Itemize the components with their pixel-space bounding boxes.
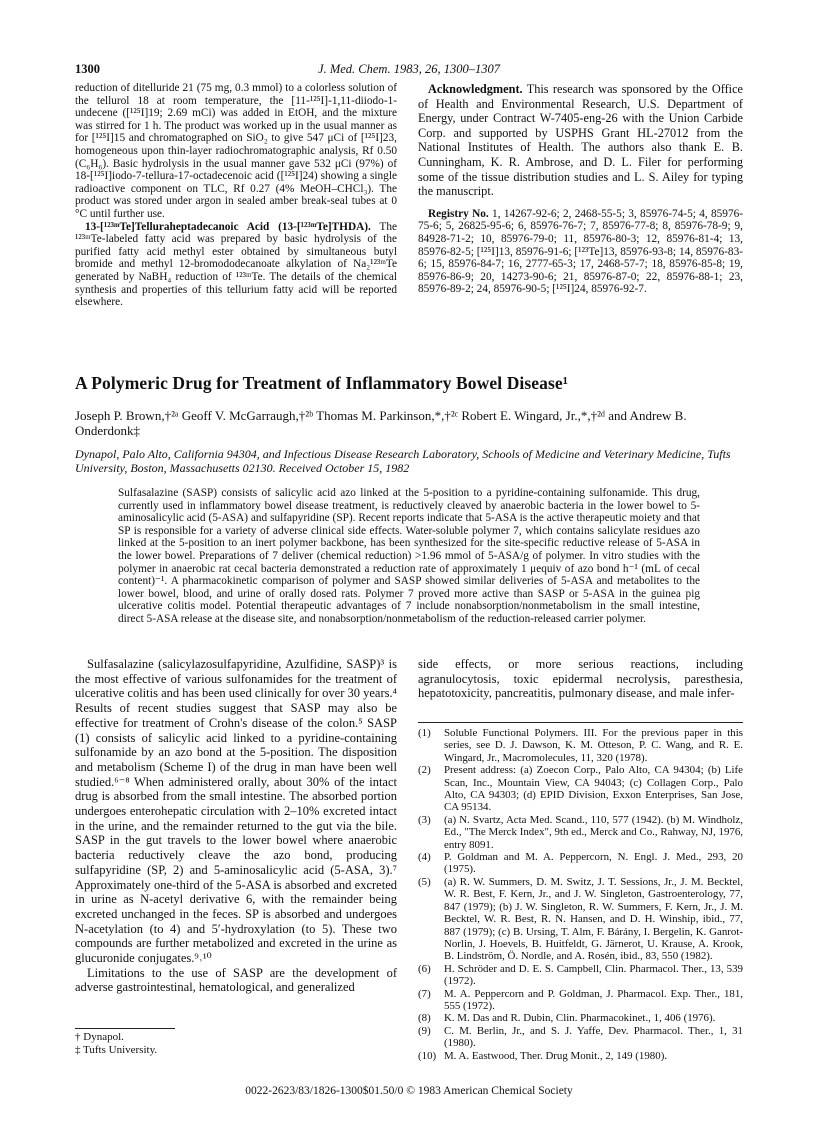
page-number: 1300 <box>75 62 100 76</box>
reference-text: Soluble Functional Polymers. III. For the previous paper in this series, see D. J. Dawson, K. M. Otteson, P. C. Wang, and R. E. Wingard, Jr., Macromolecules, 11, 320 (1978). <box>444 727 743 764</box>
article-title: A Polymeric Drug for Treatment of Inflammatory Bowel Disease¹ <box>75 373 569 393</box>
reference-text: Present address: (a) Zoecon Corp., Palo Alto, CA 94304; (b) Life Scan, Inc., Mountain View, CA 94043; (c) Collagen Corp., Palo Alto, CA 94303; (d) EPID Division, Exxon Enterprises, San Jose, CA 95134. <box>444 764 743 814</box>
reference-number: (9) <box>418 1024 431 1037</box>
paragraph-text: The ¹²³ᵐTe-labeled fatty acid was prepared by basic hydrolysis of the purified fatty acid methyl ester obtained by simultaneous butyl bromide and methyl 12-bromododecanoate alkylation of Na₂¹²³ᵐTe generated by NaBH₄ reduction of ¹²³ᵐTe. The details of the chemical synthesis and properties of this tellurium fatty acid will be reported elsewhere. <box>75 220 397 309</box>
acknowledgment-heading: Acknowledgment. <box>428 82 523 96</box>
reference-number: (1) <box>418 727 431 739</box>
footnote: † Dynapol. <box>75 1031 124 1043</box>
reference-number: (3) <box>418 813 431 826</box>
reference-number: (6) <box>418 962 431 975</box>
reference-divider <box>418 722 743 723</box>
reference-number: (2) <box>418 764 431 777</box>
reference-item <box>418 1012 743 1024</box>
reference-item <box>418 1050 743 1062</box>
body-paragraph: Sulfasalazine (salicylazosulfapyridine, Azulfidine, SASP)³ is the most effective of various sulfonamides for the treatment of ulcerative colitis and has been used clinically for over 30 years.⁴ Results of recent studies suggest that SASP may also be effective for treatment of Crohn's disease of the colon.⁵ SASP (1) consists of salicylic acid linked to a pyridine-containing sulfonamide by an azo bond at the 5-position. The disposition and metabolism (Scheme I) of the drug in man have been well studied.⁶⁻⁸ When administered orally, about 30% of the intact drug is absorbed from the small intestine. The absorbed portion undergoes enterohepatic circulation with 2–10% excreted intact in the urine, and the remainder returned to the gut via the bile. SASP in the gut travels to the lower bowel where anaerobic bacteria reductively cleave the azo bond, producing sulfapyridine (SP, 2) and 5-aminosalicylic acid (5-ASA, 3).⁷ Approximately one-third of the 5-ASA is absorbed and excreted in urine as N-acetyl derivative 6, with the remainder being excreted unchanged in the feces. SP is absorbed and undergoes N-acetylation (to 4) and 5′-hydroxylation (to 5). These two compounds are further metabolized and excreted in the urine as glucuronide conjugates.⁹˒¹⁰ <box>75 657 397 966</box>
reference-text: K. M. Das and R. Dubin, Clin. Pharmacokinet., 1, 406 (1976). <box>444 1012 716 1025</box>
reference-text: M. A. Peppercorn and P. Goldman, J. Pharmacol. Exp. Ther., 181, 555 (1972). <box>444 987 743 1012</box>
footnotes <box>75 1031 275 1056</box>
reference-item <box>418 1025 743 1050</box>
experimental-continuation <box>75 82 397 309</box>
journal-citation: J. Med. Chem. 1983, 26, 1300–1307 <box>318 62 500 76</box>
acknowledgment-section <box>418 82 743 296</box>
experimental-paragraph-2 <box>75 221 397 309</box>
reference-text: H. Schröder and D. E. S. Campbell, Clin. Pharmacol. Ther., 13, 539 (1972). <box>444 962 743 988</box>
author-list: Joseph P. Brown,†²ᵃ Geoff V. McGarraugh,†²ᵇ Thomas M. Parkinson,*,†²ᶜ Robert E. Wingard, Jr.,*,†²ᵈ and Andrew B. Onderdonk‡ <box>75 408 687 438</box>
abstract: Sulfasalazine (SASP) consists of salicylic acid azo linked at the 5-position to a pyridine-containing sulfonamide. This drug, currently used in inflammatory bowel disease treatment, is reductively cleaved by anaerobic bacteria in the lower bowel to 5-aminosalicylic acid (5-ASA) and sulfapyridine (SP). Recent reports indicate that 5-ASA is the active therapeutic moiety and that SP is responsible for a variety of adverse clinical side effects. Water-soluble polymer 7, which contains salicylate residues azo linked at the 5-position to an inert polymer backbone, has been synthesized for the site-specific reductive release of 5-ASA in the lower bowel. Preparations of 7 deliver (chemical reduction) >1.96 mmol of 5-ASA/g of polymer. In vitro studies with the polymer in anaerobic rat cecal bacteria demonstrated a reduction rate of approximately 1 μequiv of azo bond h⁻¹ (mL of cecal content)⁻¹. A pharmacokinetic comparison of polymer and SASP showed similar deliveries of 5-ASA and metabolites to the lower bowel, blood, and urine of orally dosed rats. Polymer 7 proved more active than SASP or 5-ASA in the guinea pig ulcerative colitis model. Potential therapeutic advantages of 7 include nonabsorption/nonmetabolism in the small intestine, direct 5-ASA release at the disease site, and nonabsorption/nonmetabolism of the reduction-released carrier polymer. <box>118 487 700 625</box>
section-heading: 13-[¹²³ᵐTe]Telluraheptadecanoic Acid (13-[¹²³ᵐTe]THDA). <box>85 220 371 233</box>
reference-text: (a) R. W. Summers, D. M. Switz, J. T. Sessions, Jr., J. M. Becktel, W. R. Best, F. Kern, Jr., and J. W. Singleton, Gastroenterology, 77, 847 (1979); (b) J. W. Singleton, R. W. Summers, F. Kern, Jr., J. M. Becktel, W. R. Best, R. N. Hansen, and D. H. Winship, ibid., 77, 887 (1979); (c) B. Ursing, T. Alm, F. Bárány, I. Bergelin, K. Ganrot-Norlin, J. Hoevels, B. Huitfeldt, G. Järnerot, U. Krause, A. Krook, B. Lindström, Ö. Nordle, and A. Rosén, ibid., 83, 550 (1982). <box>444 875 743 963</box>
body-paragraph: side effects, or more serious reactions, including agranulocytosis, toxic epidermal necrolysis, paresthesia, hepatotoxicity, pancreatitis, pulmonary disease, and male infer- <box>418 657 743 701</box>
acknowledgment-text: This research was sponsored by the Office of Health and Environmental Research, U.S. Department of Energy, under Contract W-7405-eng-26 with the Union Carbide Corp. and supported by USPHS Grant HL-27012 from the National Institutes of Health. The authors also thank E. B. Cunningham, K. R. Ambrose, and D. L. Filer for performing some of the tissue distribution studies and L. S. Ailey for typing the manuscript. <box>418 82 743 199</box>
reference-item <box>418 814 743 851</box>
reference-item <box>418 727 743 764</box>
reference-item <box>418 963 743 988</box>
body-column-right <box>418 657 743 701</box>
reference-item <box>418 764 743 814</box>
body-column-left <box>75 657 397 995</box>
reference-text: (a) N. Svartz, Acta Med. Scand., 110, 577 (1942). (b) M. Windholz, Ed., "The Merck Index", 9th ed., Merck and Co., Rahway, NJ, 1976, entry 8091. <box>444 813 743 851</box>
footnote-divider <box>75 1028 175 1029</box>
footnote: ‡ Tufts University. <box>75 1043 158 1056</box>
reference-number: (4) <box>418 851 431 864</box>
experimental-paragraph: reduction of ditelluride 21 (75 mg, 0.3 mmol) to a colorless solution of the tellurol 18 at room temperature, the [11-¹²⁵I]-1,11-diiodo-1-undecene ([¹²⁵I]19; 2.69 mCi) was added in EtOH, and the mixture was stirred for 1 h. The product was worked up in the usual manner as for [¹²⁵I]15 and chromatographed on SiO₂ to give 547 μCi of [¹²⁵I]23, homogeneous upon thin-layer radiochromatographic analysis, Rf 0.50 (C₆H₆). Basic hydrolysis in the usual manner gave 532 μCi (97%) of 18-[¹²⁵I]iodo-7-tellura-17-octadecenoic acid ([¹²⁵I]24) showing a single radioactive component on TLC, Rf 0.27 (4% MeOH–CHCl₃). The product was stored under argon in sealed amber break-seal tubes at 0 °C until further use. <box>75 82 397 220</box>
reference-item <box>418 876 743 963</box>
registry-heading: Registry No. <box>428 207 489 220</box>
registry-text: 1, 14267-92-6; 2, 2468-55-5; 3, 85976-74-5; 4, 85976-75-6; 5, 26825-95-6; 6, 85976-76-7; 7, 85976-77-8; 8, 85976-78-9; 9, 84928-71-2; 10, 85976-79-0; 11, 85976-80-3; 12, 85976-81-4; 13, 85976-82-5; [¹²⁵I]13, 85976-91-6; [¹²³Te]13, 85976-93-8; 14, 85976-83-6; 15, 85976-84-7; 16, 2777-65-3; 17, 2468-57-7; 18, 85976-85-8; 19, 85976-86-9; 20, 14273-90-6; 21, 85976-87-0; 22, 85976-88-1; 23, 85976-89-2; 24, 85976-90-5; [¹²⁵I]24, 85976-92-7. <box>418 207 743 296</box>
reference-item <box>418 851 743 876</box>
reference-number: (7) <box>418 987 431 1000</box>
reference-number: (8) <box>418 1012 431 1025</box>
reference-list <box>418 722 743 1062</box>
reference-number: (5) <box>418 875 431 888</box>
reference-item <box>418 988 743 1013</box>
acknowledgment <box>418 82 743 199</box>
registry-numbers <box>418 208 743 296</box>
affiliation: Dynapol, Palo Alto, California 94304, and Infectious Disease Research Laboratory, Schools of Medicine and Veterinary Medicine, Tufts University, Boston, Massachusetts 02130. Received October 15, 1982 <box>75 447 731 475</box>
copyright-line: 0022-2623/83/1826-1300$01.50/0 © 1983 American Chemical Society <box>245 1085 573 1097</box>
reference-text: C. M. Berlin, Jr., and S. J. Yaffe, Dev. Pharmacol. Ther., 1, 31 (1980). <box>444 1024 743 1050</box>
reference-text: P. Goldman and M. A. Peppercorn, N. Engl. J. Med., 293, 20 (1975). <box>444 851 743 876</box>
reference-text: M. A. Eastwood, Ther. Drug Monit., 2, 149 (1980). <box>444 1049 668 1062</box>
body-paragraph: Limitations to the use of SASP are the development of adverse gastrointestinal, hematological, and generalized <box>75 965 397 995</box>
reference-number: (10) <box>418 1049 437 1062</box>
